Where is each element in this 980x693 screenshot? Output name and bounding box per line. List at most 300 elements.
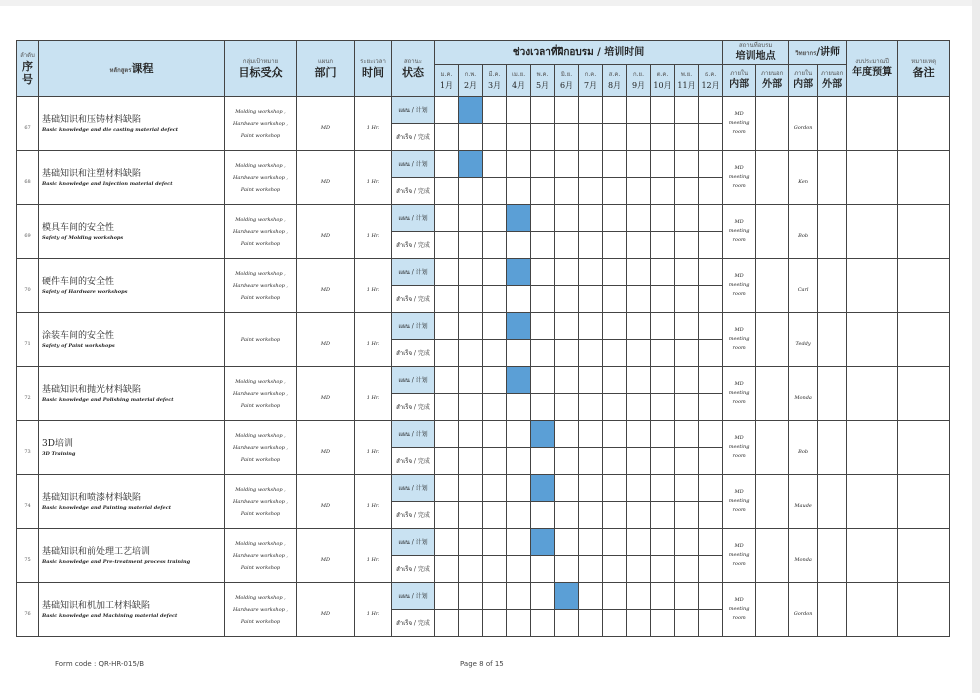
plan-month-cell [603,97,627,124]
trainer-internal [789,313,818,367]
plan-month-cell [627,151,651,178]
plan-month-cell [555,367,579,394]
done-month-cell [627,286,651,313]
plan-month-cell [579,151,603,178]
budget-cell [847,313,898,367]
done-month-cell [507,178,531,205]
duration [355,97,392,151]
location-external [756,97,789,151]
target-audience [225,421,297,475]
trainer-internal [789,151,818,205]
trainer-external [818,475,847,529]
done-month-cell [627,610,651,637]
row-number [17,313,39,367]
course-name-cn: 涂装车间的安全性 [42,330,115,341]
plan-month-cell [627,313,651,340]
done-month-cell [507,610,531,637]
done-month-cell [459,340,483,367]
plan-month-cell [531,367,555,394]
status-plan: แผน / 计划 [392,259,435,286]
done-month-cell [459,448,483,475]
plan-month-cell [507,421,531,448]
location-name: MD [734,489,744,495]
duration-text: 1 Hr. [366,557,380,563]
location-external [756,529,789,583]
status-done: สำเร็จ / 完成 [392,178,435,205]
plan-month-cell [555,313,579,340]
department-text: MD [320,557,331,563]
plan-month-cell [627,475,651,502]
department-text: MD [320,125,331,131]
location-room: meeting room [728,282,750,297]
target-item: Hardware workshop , [232,282,289,289]
done-month-cell [699,556,723,583]
department [297,421,355,475]
trainer-name: Bob [798,233,809,239]
plan-month-cell [627,259,651,286]
plan-month-cell [699,367,723,394]
done-month-cell [651,232,675,259]
done-month-cell [435,448,459,475]
location-internal [723,475,756,529]
remark-cell [898,529,950,583]
plan-month-cell [435,529,459,556]
done-month-cell [651,502,675,529]
plan-month-cell [483,151,507,178]
plan-month-marker [507,205,531,232]
plan-month-cell [507,97,531,124]
department [297,97,355,151]
plan-month-marker [507,367,531,394]
header-location: สถานที่อบรม 培训地点 [723,41,789,65]
plan-month-cell [483,475,507,502]
target-item: Paint workshop [240,336,281,343]
done-month-cell [435,178,459,205]
done-month-cell [555,610,579,637]
course-name-en: Basic knowledge and Injection material defect [42,180,173,187]
budget-cell [847,205,898,259]
done-month-cell [699,340,723,367]
plan-month-cell [435,313,459,340]
done-month-cell [483,394,507,421]
plan-month-cell [603,367,627,394]
course-name [39,205,225,259]
location-name: MD [734,435,744,441]
done-month-cell [627,124,651,151]
plan-month-cell [579,421,603,448]
row-number-text: 70 [24,287,31,293]
course-name-cn: 基础知识和喷漆材料缺陷 [42,492,142,503]
done-month-cell [507,502,531,529]
plan-month-cell [699,583,723,610]
done-month-cell [627,232,651,259]
course-name-en: Safety of Hardware workshops [42,288,128,295]
location-internal [723,205,756,259]
department-text: MD [320,179,331,185]
location-external [756,367,789,421]
department-text: MD [320,287,331,293]
location-internal [723,529,756,583]
table-row [17,367,950,394]
done-month-cell [555,556,579,583]
plan-month-cell [603,583,627,610]
training-schedule-table [16,40,950,637]
plan-month-cell [459,367,483,394]
done-month-cell [531,448,555,475]
done-month-cell [531,124,555,151]
department-text: MD [320,611,331,617]
course-name-cn: 基础知识和注塑材料缺陷 [42,168,142,179]
done-month-cell [531,556,555,583]
plan-month-cell [459,259,483,286]
plan-month-cell [675,529,699,556]
plan-month-cell [483,583,507,610]
done-month-cell [459,124,483,151]
location-internal [723,583,756,637]
target-item: Paint workshop [240,618,281,625]
plan-month-cell [555,529,579,556]
page-number: Page 8 of 15 [460,660,504,668]
status-plan: แผน / 计划 [392,529,435,556]
row-number-text: 74 [24,503,31,509]
done-month-cell [435,394,459,421]
done-month-cell [483,286,507,313]
done-month-cell [603,286,627,313]
target-item: Molding workshop , [235,540,286,547]
done-month-cell [651,556,675,583]
plan-month-marker [531,421,555,448]
row-number [17,475,39,529]
course-name-cn: 基础知识和前处理工艺培训 [42,546,151,557]
done-month-cell [555,124,579,151]
trainer-internal [789,421,818,475]
plan-month-cell [603,151,627,178]
duration [355,475,392,529]
plan-month-cell [435,205,459,232]
plan-month-cell [531,151,555,178]
duration-text: 1 Hr. [366,395,380,401]
done-month-cell [555,394,579,421]
target-item: Hardware workshop , [232,228,289,235]
location-name: MD [734,111,744,117]
plan-month-cell [435,97,459,124]
done-month-cell [651,178,675,205]
location-room: meeting room [728,336,750,351]
header-loc-external: ภายนอก 外部 [756,65,789,97]
remark-cell [898,97,950,151]
location-external [756,475,789,529]
location-name: MD [734,273,744,279]
done-month-cell [699,232,723,259]
done-month-cell [603,556,627,583]
remark-cell [898,151,950,205]
table-row [17,97,950,124]
course-name-en: Basic knowledge and Polishing material defect [42,396,174,403]
done-month-cell [699,448,723,475]
target-item: Paint workshop [240,510,281,517]
plan-month-cell [627,421,651,448]
done-month-cell [579,232,603,259]
status-done: สำเร็จ / 完成 [392,286,435,313]
location-internal [723,313,756,367]
plan-month-cell [555,475,579,502]
remark-cell [898,475,950,529]
done-month-cell [507,448,531,475]
done-month-cell [459,178,483,205]
plan-month-cell [435,583,459,610]
header-month-8: ส.ค. 8月 [603,65,627,97]
location-room: meeting room [728,498,750,513]
course-name-en: Basic knowledge and Painting material defect [42,504,172,511]
trainer-name: Gordon [793,611,813,617]
trainer-name: Monda [794,557,812,563]
department [297,583,355,637]
done-month-cell [675,178,699,205]
duration [355,529,392,583]
target-audience [225,259,297,313]
course-name [39,367,225,421]
done-month-cell [699,610,723,637]
done-month-cell [699,502,723,529]
target-audience [225,313,297,367]
header-month-2: ก.พ. 2月 [459,65,483,97]
done-month-cell [675,286,699,313]
budget-cell [847,97,898,151]
plan-month-cell [651,421,675,448]
trainer-name: Gordon [793,125,813,131]
location-internal [723,421,756,475]
header-dept: แผนก 部门 [297,41,355,97]
done-month-cell [507,286,531,313]
trainer-name: Maude [794,503,812,509]
done-month-cell [483,610,507,637]
duration [355,367,392,421]
budget-cell [847,475,898,529]
done-month-cell [579,448,603,475]
plan-month-cell [699,97,723,124]
status-plan: แผน / 计划 [392,205,435,232]
done-month-cell [483,232,507,259]
plan-month-cell [627,583,651,610]
done-month-cell [579,286,603,313]
done-month-cell [603,394,627,421]
done-month-cell [435,286,459,313]
done-month-cell [675,124,699,151]
course-name [39,151,225,205]
plan-month-cell [483,313,507,340]
target-item: Molding workshop , [235,432,286,439]
done-month-cell [675,610,699,637]
plan-month-cell [555,421,579,448]
header-budget: งบประมาณปี 年度预算 [847,41,898,97]
target-item: Paint workshop [240,456,281,463]
location-internal [723,97,756,151]
department [297,475,355,529]
department [297,259,355,313]
row-number [17,97,39,151]
plan-month-cell [579,259,603,286]
done-month-cell [699,286,723,313]
plan-month-cell [603,313,627,340]
plan-month-cell [675,259,699,286]
duration [355,583,392,637]
trainer-external [818,97,847,151]
trainer-internal [789,583,818,637]
duration-text: 1 Hr. [366,125,380,131]
location-external [756,313,789,367]
trainer-name: Monda [794,395,812,401]
plan-month-cell [699,313,723,340]
location-internal [723,259,756,313]
row-number [17,151,39,205]
done-month-cell [555,286,579,313]
done-month-cell [627,448,651,475]
row-number [17,205,39,259]
plan-month-cell [435,151,459,178]
done-month-cell [483,448,507,475]
course-name-cn: 基础知识和机加工材料缺陷 [42,600,151,611]
table-row [17,205,950,232]
row-number [17,583,39,637]
plan-month-cell [531,205,555,232]
plan-month-cell [579,313,603,340]
status-plan: แผน / 计划 [392,367,435,394]
plan-month-cell [627,529,651,556]
plan-month-cell [699,475,723,502]
done-month-cell [627,556,651,583]
plan-month-cell [555,151,579,178]
done-month-cell [483,340,507,367]
plan-month-cell [531,97,555,124]
header-remark: หมายเหตุ 备注 [898,41,950,97]
status-done: สำเร็จ / 完成 [392,610,435,637]
row-number [17,529,39,583]
course-name-en: Safety of Molding workshops [42,234,124,241]
plan-month-cell [603,421,627,448]
plan-month-cell [579,97,603,124]
plan-month-cell [675,151,699,178]
done-month-cell [435,340,459,367]
plan-month-cell [483,259,507,286]
plan-month-cell [675,421,699,448]
department [297,367,355,421]
remark-cell [898,313,950,367]
duration-text: 1 Hr. [366,503,380,509]
row-number [17,259,39,313]
done-month-cell [531,232,555,259]
header-month-12: ธ.ค. 12月 [699,65,723,97]
row-number-text: 69 [24,233,31,239]
plan-month-cell [507,151,531,178]
location-name: MD [734,327,744,333]
plan-month-cell [651,475,675,502]
table-row [17,151,950,178]
done-month-cell [483,556,507,583]
location-internal [723,367,756,421]
done-month-cell [579,340,603,367]
duration-text: 1 Hr. [366,233,380,239]
row-number-text: 75 [24,557,31,563]
row-number [17,367,39,421]
target-audience [225,205,297,259]
trainer-external [818,205,847,259]
trainer-internal [789,259,818,313]
done-month-cell [603,178,627,205]
plan-month-cell [699,421,723,448]
course-name-en: Basic knowledge and die casting material defect [42,126,179,133]
plan-month-cell [435,367,459,394]
header-month-10: ต.ค. 10月 [651,65,675,97]
status-done: สำเร็จ / 完成 [392,448,435,475]
header-trainer-internal: ภายใน 内部 [789,65,818,97]
location-room: meeting room [728,444,750,459]
target-item: Hardware workshop , [232,390,289,397]
course-name [39,475,225,529]
trainer-internal [789,475,818,529]
target-item: Paint workshop [240,240,281,247]
remark-cell [898,367,950,421]
plan-month-marker [531,529,555,556]
duration-text: 1 Hr. [366,449,380,455]
done-month-cell [675,394,699,421]
trainer-name: Teddy [795,341,811,347]
budget-cell [847,583,898,637]
location-name: MD [734,165,744,171]
done-month-cell [507,340,531,367]
plan-month-cell [651,151,675,178]
plan-month-cell [459,205,483,232]
done-month-cell [531,610,555,637]
location-external [756,151,789,205]
plan-month-cell [675,313,699,340]
trainer-internal [789,205,818,259]
done-month-cell [627,178,651,205]
plan-month-cell [675,205,699,232]
plan-month-cell [603,529,627,556]
done-month-cell [603,610,627,637]
done-month-cell [507,556,531,583]
plan-month-cell [483,529,507,556]
done-month-cell [483,124,507,151]
target-item: Paint workshop [240,294,281,301]
target-item: Molding workshop , [235,486,286,493]
done-month-cell [651,610,675,637]
plan-month-cell [483,205,507,232]
plan-month-cell [699,259,723,286]
table-row [17,421,950,448]
done-month-cell [579,394,603,421]
duration [355,151,392,205]
done-month-cell [531,286,555,313]
plan-month-cell [435,475,459,502]
budget-cell [847,529,898,583]
done-month-cell [651,124,675,151]
duration-text: 1 Hr. [366,341,380,347]
duration [355,313,392,367]
done-month-cell [675,232,699,259]
header-no: ลำดับ 序号 [17,41,39,97]
header-month-9: ก.ย. 9月 [627,65,651,97]
duration [355,259,392,313]
plan-month-cell [651,367,675,394]
duration [355,421,392,475]
department-text: MD [320,449,331,455]
plan-month-cell [435,259,459,286]
plan-month-marker [555,583,579,610]
target-item: Hardware workshop , [232,498,289,505]
plan-month-cell [579,475,603,502]
plan-month-marker [459,151,483,178]
